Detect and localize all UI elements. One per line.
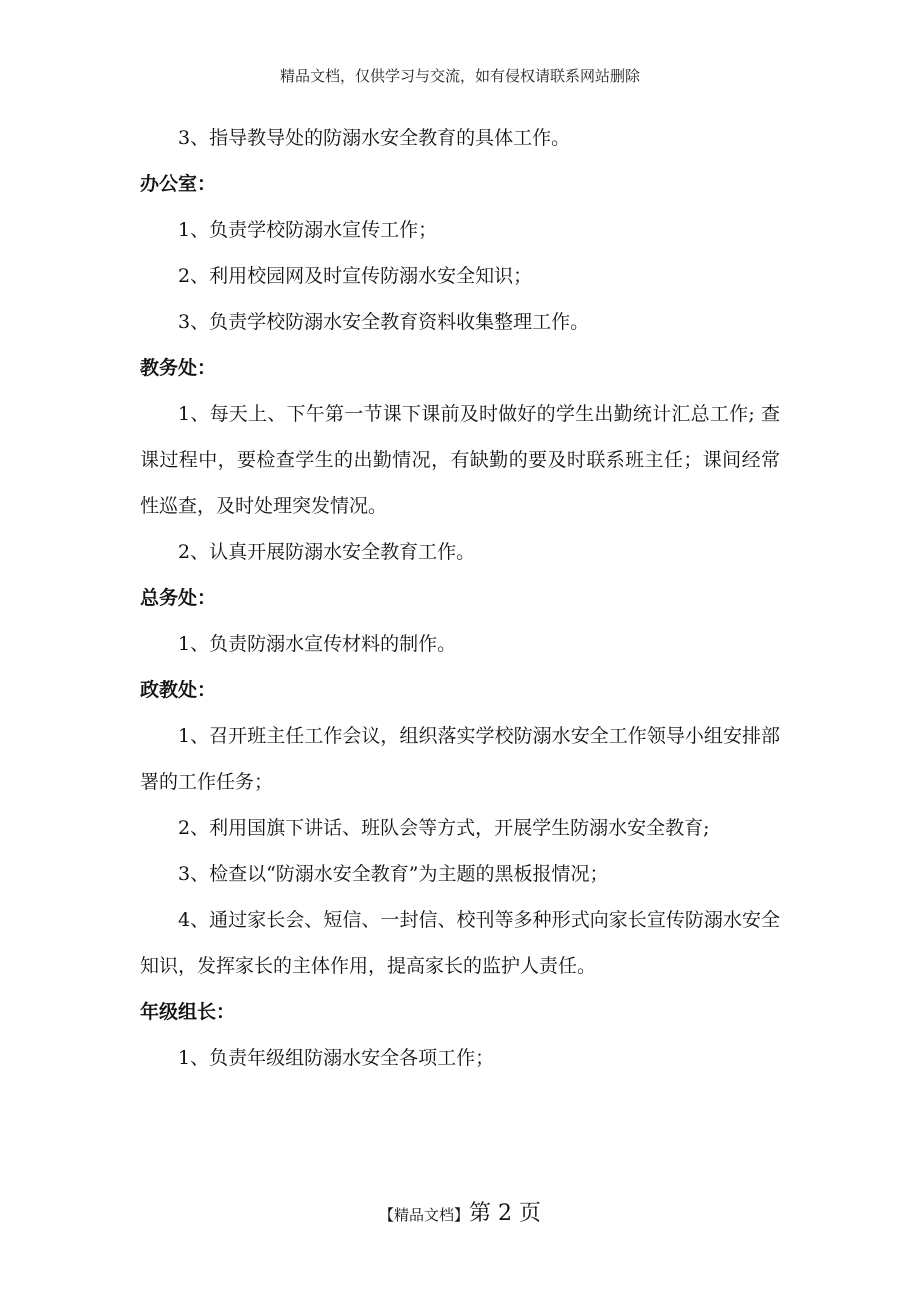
list-item: 1、负责防溺水宣传材料的制作。 (178, 633, 457, 655)
list-item: 2、认真开展防溺水安全教育工作。 (178, 541, 476, 563)
list-item: 1、召开班主任工作会议，组织落实学校防溺水安全工作领导小组安排部署的工作任务； (140, 725, 780, 793)
footer-tag: 【精品文档】 (379, 1206, 470, 1224)
page-number: 第 2 页 (469, 1201, 541, 1226)
list-item: 1、负责学校防溺水宣传工作； (178, 219, 438, 241)
list-item: 3、检查以“防溺水安全教育”为主题的黑板报情况； (178, 863, 609, 885)
page-footer (0, 1196, 920, 1227)
list-item: 3、指导教导处的防溺水安全教育的具体工作。 (178, 127, 571, 149)
list-item: 1、负责年级组防溺水安全各项工作； (178, 1047, 495, 1069)
section-title-office: 办公室： (140, 173, 217, 195)
list-item: 1、每天上、下午第一节课下课前及时做好的学生出勤统计汇总工作; 查课过程中，要检查学生的出勤情况，有缺勤的要及时联系班主任；课间经常性巡查，及时处理突发情况。 (140, 403, 780, 517)
document-body (140, 115, 780, 1081)
section-title-academic-affairs: 教务处： (140, 357, 217, 379)
section-title-grade-leader: 年级组长： (140, 1001, 236, 1023)
page-header: 精品文档，仅供学习与交流，如有侵权请联系网站删除 (279, 67, 640, 85)
section-title-political-education: 政教处： (140, 679, 217, 701)
section-title-general-affairs: 总务处： (140, 587, 217, 609)
list-item: 2、利用国旗下讲话、班队会等方式，开展学生防溺水安全教育; (178, 817, 710, 839)
list-item: 3、负责学校防溺水安全教育资料收集整理工作。 (178, 311, 590, 333)
list-item: 4、通过家长会、短信、一封信、校刊等多种形式向家长宣传防溺水安全知识，发挥家长的主体作用，提高家长的监护人责任。 (140, 909, 780, 977)
list-item: 2、利用校园网及时宣传防溺水安全知识； (178, 265, 533, 287)
